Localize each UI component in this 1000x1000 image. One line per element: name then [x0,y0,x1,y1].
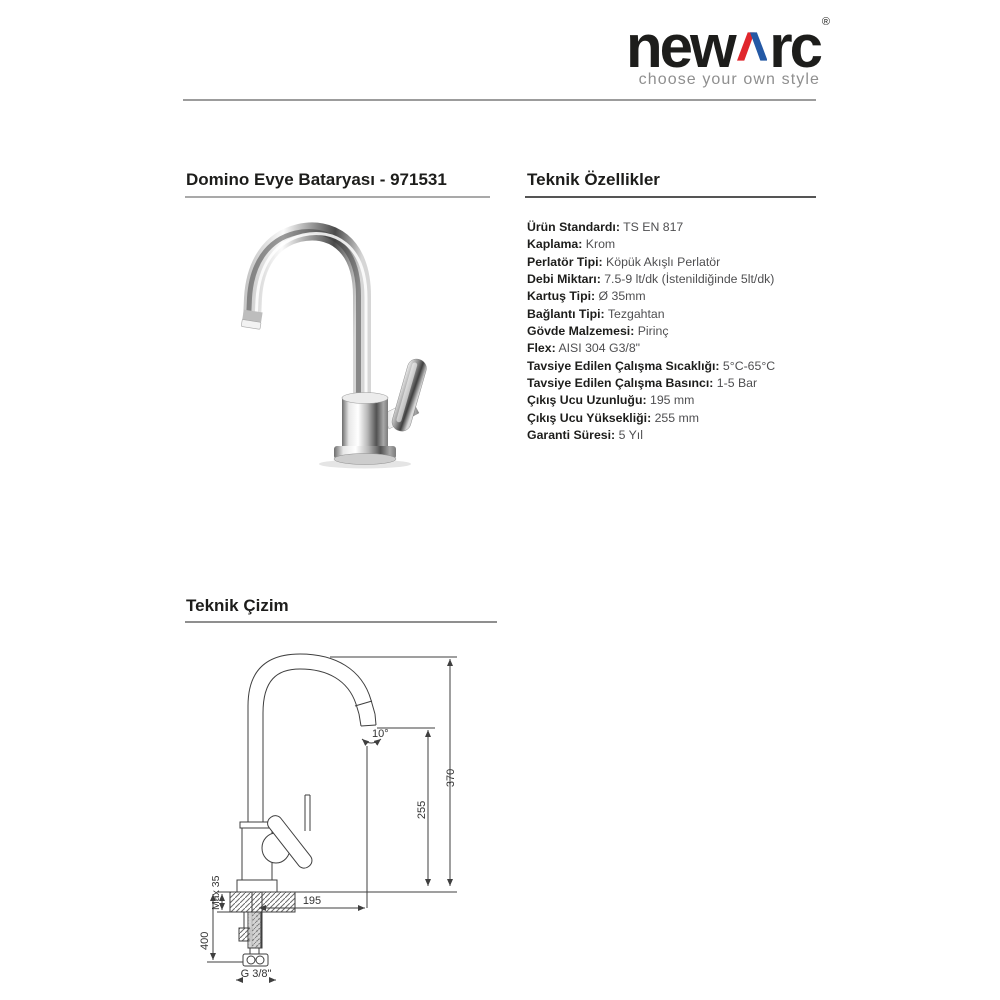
spec-value: Tezgahtan [604,306,665,321]
spec-label: Bağlantı Tipi: [527,306,605,321]
spec-row [527,271,827,288]
drawing-base-flange [237,880,277,892]
spec-label: Perlatör Tipi: [527,254,603,269]
spec-label: Tavsiye Edilen Çalışma Basıncı: [527,376,714,391]
drawing-spout-outer [248,654,375,824]
specs-heading: Teknik Özellikler [527,170,660,189]
drawing-counter-left [230,892,252,912]
spec-label: Çıkış Ucu Uzunluğu: [527,393,647,408]
spec-value: 195 mm [646,393,695,408]
spec-label: Gövde Malzemesi: [527,324,635,339]
brand-tagline: choose your own style [638,71,820,88]
faucet-aerator [241,310,262,330]
faucet-handle [390,357,429,433]
dim-max-counter: Max 35 [210,875,222,910]
drawing-spout-inner [263,669,359,824]
technical-drawing [195,628,480,998]
spec-row [527,254,827,271]
spec-label: Ürün Standardı: [527,220,620,234]
spec-row [527,392,827,409]
dim-hose-length: 400 [199,931,211,950]
spec-value: Pirinç [634,324,669,339]
dim-total-height: 370 [445,768,457,788]
spec-value: Ø 35mm [595,289,646,304]
spec-label: Debi Miktarı: [527,272,601,287]
spec-value: 255 mm [651,410,700,425]
spec-value: TS EN 817 [619,220,684,234]
specs-underline [525,196,816,198]
drawing-underline [185,621,497,623]
product-title: Domino Evye Bataryası - 971531 [186,170,447,189]
spec-row [527,427,827,444]
drawing-flex-hose [248,912,261,948]
spec-value: AISI 304 G3/8" [555,341,641,356]
spec-row [527,306,827,323]
logo-text-right: rc [769,13,820,80]
spec-row [527,219,827,236]
spec-row [527,358,827,375]
dim-spout-angle: 10° [372,728,389,740]
brand-logo [626,13,830,89]
spec-value: Köpük Akışlı Perlatör [602,254,721,269]
spec-label: Garanti Süresi: [527,428,616,443]
dim-spout-reach: 195 [302,895,322,907]
drawing-heading: Teknik Çizim [186,596,289,615]
spec-label: Tavsiye Edilen Çalışma Sıcaklığı: [527,358,720,373]
spec-value: Krom [582,237,616,252]
registered-mark: ® [821,16,830,28]
spec-label: Kartuş Tipi: [527,289,596,304]
dim-spout-height: 255 [416,800,428,820]
spec-row [527,340,827,357]
product-photo [213,208,445,470]
drawing-handle-stick [305,795,310,831]
spec-value: 1-5 Bar [713,376,758,391]
logo-text-left: new [626,13,734,80]
spec-row [527,410,827,427]
header-divider [183,99,816,101]
faucet-body [342,398,388,448]
faucet-photo-shapes [241,231,428,468]
spec-row [527,323,827,340]
dimension-labels [199,728,457,980]
dim-connection-thread: G 3/8" [240,968,272,980]
spec-label: Çıkış Ucu Yüksekliği: [527,410,652,425]
spec-row [527,236,827,253]
spec-value: 5 Yıl [615,428,643,443]
spec-value: 5°C-65°C [719,358,776,373]
spec-list [527,219,827,444]
logo-triangle-a-icon [737,28,768,65]
spec-row [527,375,827,392]
drawing-counter-right [262,892,295,912]
spec-label: Kaplama: [527,237,583,252]
product-title-underline [185,196,490,198]
spec-label: Flex: [527,341,556,356]
spec-value: 7.5-9 lt/dk (İstenildiğinde 5lt/dk) [600,272,775,287]
spec-row [527,288,827,305]
